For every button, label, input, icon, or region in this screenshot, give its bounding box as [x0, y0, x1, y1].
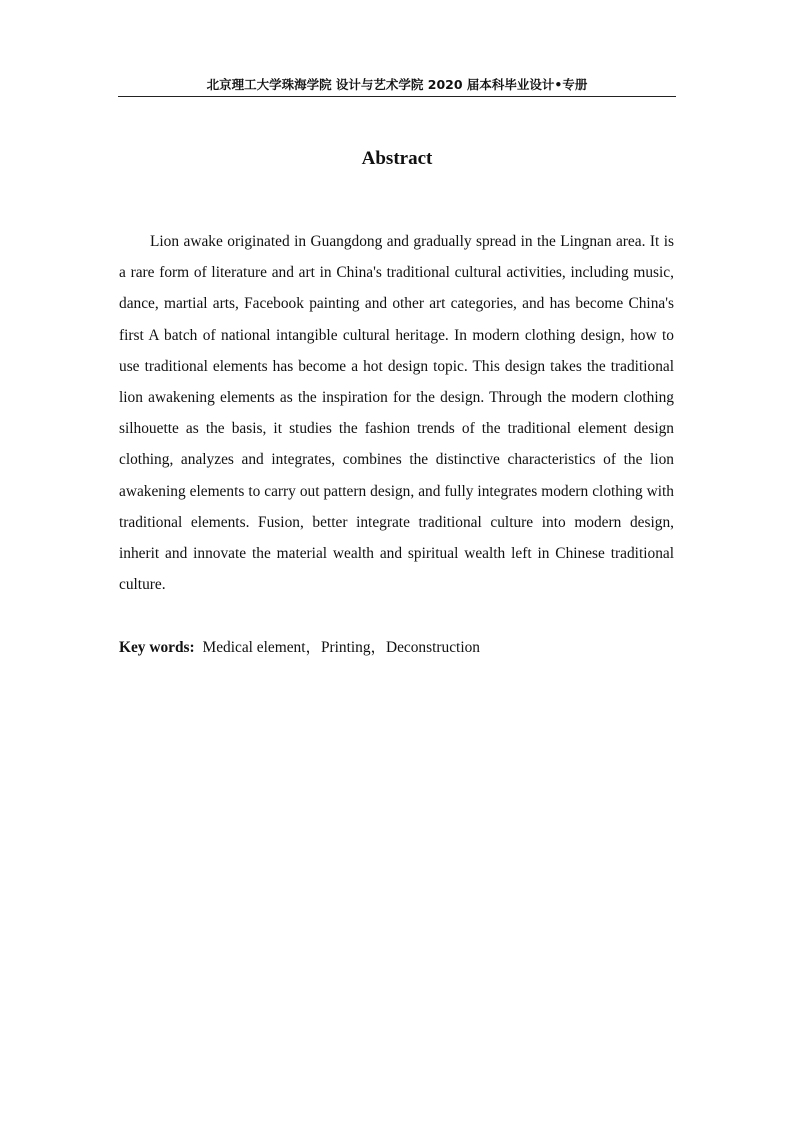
abstract-title: Abstract	[361, 148, 433, 169]
keyword-separator: ，	[305, 639, 321, 656]
keyword-item: Medical element	[202, 639, 306, 656]
keyword-separator: ，	[370, 639, 386, 656]
keyword-item: Printing	[320, 639, 371, 656]
keywords-label: Key words:	[119, 639, 195, 656]
keywords-line	[119, 636, 674, 660]
header-divider	[118, 96, 676, 97]
running-header: 北京理工大学珠海学院 设计与艺术学院 2020 届本科毕业设计•专册	[206, 77, 588, 92]
abstract-body: Lion awake originated in Guangdong and gradually spread in the Lingnan area. It is a rare form of literature and art in China's traditional cultural activities, including music, dance, martial arts, Facebook painting and other art categories, and has become China's first A batch of national intangible cultural heritage. In modern clothing design, how to use traditional elements has become a hot design topic. This design takes the traditional lion awakening elements as the inspiration for the design. Through the modern clothing silhouette as the basis, it studies the fashion trends of the traditional element design clothing, analyzes and integrates, combines the distinctive characteristics of the lion awakening elements to carry out pattern design, and fully integrates modern clothing with traditional elements. Fusion, better integrate traditional culture into modern design, inherit and innovate the material wealth and spiritual wealth left in Chinese traditional culture.	[119, 233, 674, 594]
keyword-item: Deconstruction	[385, 639, 480, 656]
